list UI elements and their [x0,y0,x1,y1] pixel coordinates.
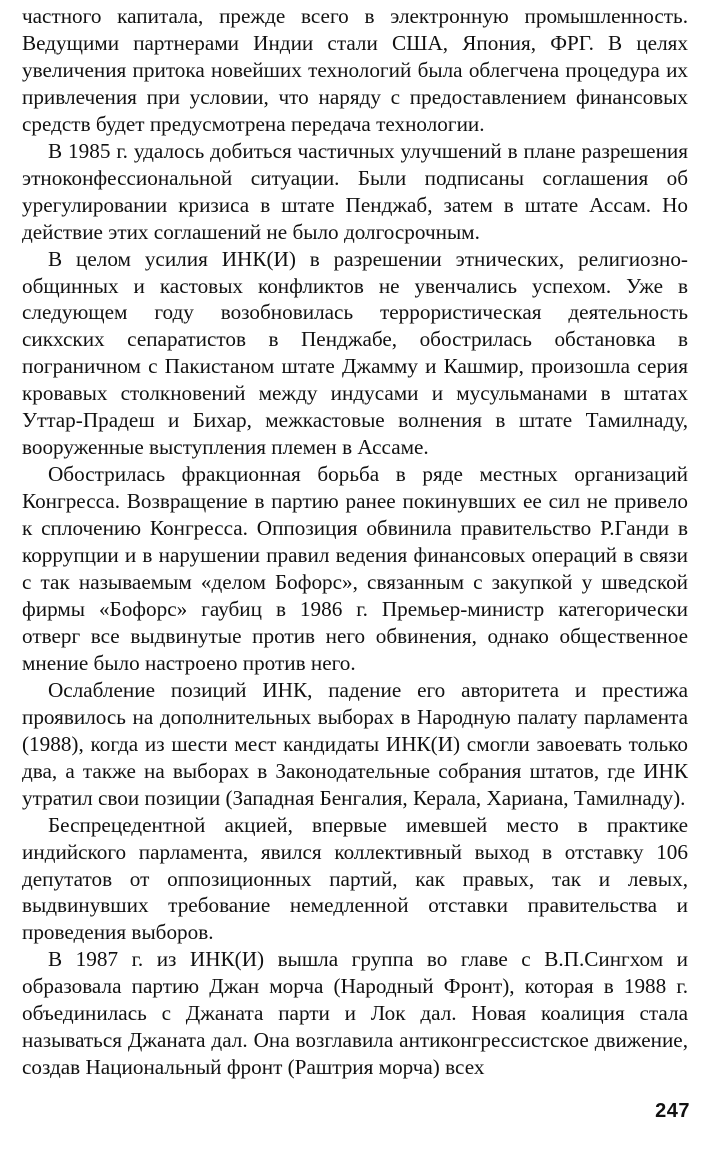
paragraph-4: Обострилась фракционная борьба в ряде местных организаций Конгресса. Возвращение в партию ранее покинувших ее сил не привело к сплочению Конгресса. Оппозиция обвинила правительство Р.Ганди в коррупции и в нарушении правил ведения финансовых операций в связи с так называемым «делом Бофорс», связанным с закупкой у шведской фирмы «Бофорс» гаубиц в 1986 г. Премьер-министр категорически отверг все выдвинутые против него обвинения, однако общественное мнение было настроено против него. [22,462,688,675]
body-text [22,3,688,1081]
page-number: 247 [655,1100,690,1122]
paragraph-1: частного капитала, прежде всего в электронную промышленность. Ведущими партнерами Индии стали США, Япония, ФРГ. В целях увеличения притока новейших технологий была облегчена процедура их привлечения при условии, что наряду с предоставлением финансовых средств будет предусмотрена передача технологии. [22,4,688,136]
paragraph-7: В 1987 г. из ИНК(И) вышла группа во главе с В.П.Сингхом и образовала партию Джан морча (Народный Фронт), которая в 1988 г. объединилась с Джаната парти и Лок дал. Новая коалиция стала называться Джаната дал. Она возглавила антиконгрессистское движение, создав Национальный фронт (Раштрия морча) всех [22,947,688,1080]
paragraph-2: В 1985 г. удалось добиться частичных улучшений в плане разрешения этноконфессиональной ситуации. Были подписаны соглашения об урегулировании кризиса в штате Пенджаб, затем в штате Ассам. Но действие этих соглашений не было долгосрочным. [22,138,688,244]
paragraph-5: Ослабление позиций ИНК, падение его авторитета и престижа проявилось на дополнительных выборах в Народную палату парламента (1988), когда из шести мест кандидаты ИНК(И) смогли завоевать только два, а также на выборах в Законодательные собрания штатов, где ИНК утратил свои позиции (Западная Бенгалия, Керала, Хариана, Тамилнаду). [22,677,688,810]
paragraph-6: Беспрецедентной акцией, впервые имевшей место в практике индийского парламента, явился коллективный выход в отставку 106 депутатов от оппозиционных партий, как правых, так и левых, выдвинувших требование немедленной отставки правительства и проведения выборов. [22,812,688,945]
paragraph-3: В целом усилия ИНК(И) в разрешении этнических, религиозно-общинных и кастовых конфликтов не увенчались успехом. Уже в следующем году возобновилась террористическая деятельность сикхских сепаратистов в Пенджабе, обострилась обстановка в пограничном с Пакистаном штате Джамму и Кашмир, произошла серия кровавых столкновений между индусами и мусульманами в штатах Уттар-Прадеш и Бихар, межкастовые волнения в штате Тамилнаду, вооруженные выступления племен в Ассаме. [22,246,688,460]
